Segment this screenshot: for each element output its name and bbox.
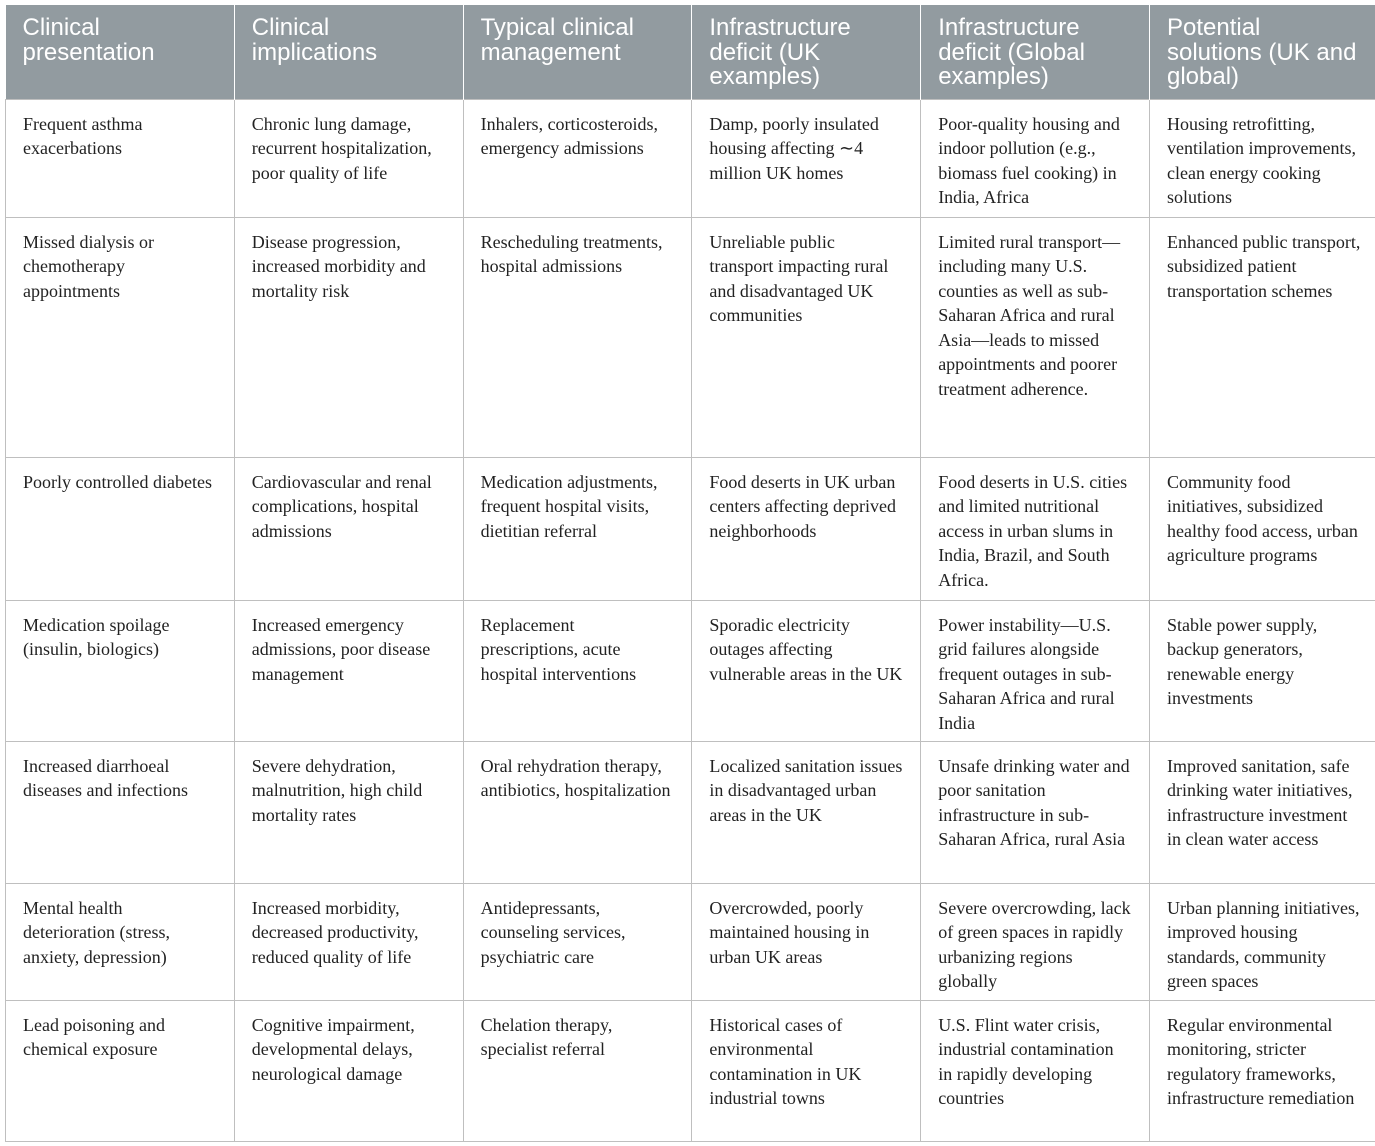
table-cell: Regular environmental monitoring, stricter regulatory frameworks, infrastructure remediation	[1149, 1000, 1375, 1141]
table-cell: Severe overcrowding, lack of green spaces in rapidly urbanizing regions globally	[921, 883, 1150, 1000]
table-cell: Lead poisoning and chemical exposure	[6, 1000, 235, 1141]
table-cell: Damp, poorly insulated housing affecting ∼4 million UK homes	[692, 99, 921, 217]
table-cell: Disease progression, increased morbidity and mortality risk	[234, 217, 463, 457]
table-row	[6, 457, 1375, 600]
table-cell: Increased diarrhoeal diseases and infections	[6, 741, 235, 883]
header-potential-solutions: Potential solutions (UK and global)	[1149, 5, 1375, 99]
table-cell: Poorly controlled diabetes	[6, 457, 235, 600]
table-cell: Cognitive impairment, developmental delays, neurological damage	[234, 1000, 463, 1141]
table-cell: Improved sanitation, safe drinking water initiatives, infrastructure investment in clean water access	[1149, 741, 1375, 883]
table-row	[6, 99, 1375, 217]
table-cell: Community food initiatives, subsidized healthy food access, urban agriculture programs	[1149, 457, 1375, 600]
table-cell: Food deserts in UK urban centers affecting deprived neighborhoods	[692, 457, 921, 600]
table-cell: Chronic lung damage, recurrent hospitalization, poor quality of life	[234, 99, 463, 217]
table-cell: Medication spoilage (insulin, biologics)	[6, 600, 235, 741]
table-cell: Localized sanitation issues in disadvantaged urban areas in the UK	[692, 741, 921, 883]
table-cell: Increased morbidity, decreased productivity, reduced quality of life	[234, 883, 463, 1000]
table-cell: Power instability—U.S. grid failures alongside frequent outages in sub-Saharan Africa and rural India	[921, 600, 1150, 741]
table-cell: U.S. Flint water crisis, industrial contamination in rapidly developing countries	[921, 1000, 1150, 1141]
table-cell: Medication adjustments, frequent hospital visits, dietitian referral	[463, 457, 692, 600]
header-typical-clinical-management: Typical clinical management	[463, 5, 692, 99]
table-row	[6, 217, 1375, 457]
infrastructure-health-table	[5, 5, 1375, 1142]
table-cell: Mental health deterioration (stress, anxiety, depression)	[6, 883, 235, 1000]
header-infrastructure-deficit-uk: Infrastructure deficit (UK examples)	[692, 5, 921, 99]
header-clinical-presentation: Clinical presentation	[6, 5, 235, 99]
table-row	[6, 741, 1375, 883]
table-cell: Increased emergency admissions, poor disease management	[234, 600, 463, 741]
header-row	[6, 5, 1375, 99]
table-cell: Unsafe drinking water and poor sanitation infrastructure in sub-Saharan Africa, rural Asia	[921, 741, 1150, 883]
table-cell: Sporadic electricity outages affecting vulnerable areas in the UK	[692, 600, 921, 741]
table-cell: Overcrowded, poorly maintained housing in urban UK areas	[692, 883, 921, 1000]
table-cell: Unreliable public transport impacting rural and disadvantaged UK communities	[692, 217, 921, 457]
table-cell: Housing retrofitting, ventilation improvements, clean energy cooking solutions	[1149, 99, 1375, 217]
table-cell: Poor-quality housing and indoor pollution (e.g., biomass fuel cooking) in India, Africa	[921, 99, 1150, 217]
table-cell: Antidepressants, counseling services, psychiatric care	[463, 883, 692, 1000]
table-cell: Rescheduling treatments, hospital admissions	[463, 217, 692, 457]
table-cell: Limited rural transport—including many U.S. counties as well as sub-Saharan Africa and rural Asia—leads to missed appointments and poorer treatment adherence.	[921, 217, 1150, 457]
table-cell: Cardiovascular and renal complications, hospital admissions	[234, 457, 463, 600]
header-infrastructure-deficit-global: Infrastructure deficit (Global examples)	[921, 5, 1150, 99]
table-row	[6, 883, 1375, 1000]
table-cell: Replacement prescriptions, acute hospital interventions	[463, 600, 692, 741]
table-cell: Urban planning initiatives, improved housing standards, community green spaces	[1149, 883, 1375, 1000]
table-cell: Chelation therapy, specialist referral	[463, 1000, 692, 1141]
table-cell: Historical cases of environmental contamination in UK industrial towns	[692, 1000, 921, 1141]
table-cell: Oral rehydration therapy, antibiotics, hospitalization	[463, 741, 692, 883]
table-cell: Severe dehydration, malnutrition, high child mortality rates	[234, 741, 463, 883]
table-cell: Missed dialysis or chemotherapy appointments	[6, 217, 235, 457]
table-cell: Food deserts in U.S. cities and limited nutritional access in urban slums in India, Brazil, and South Africa.	[921, 457, 1150, 600]
header-clinical-implications: Clinical implications	[234, 5, 463, 99]
table-row	[6, 1000, 1375, 1141]
table-row	[6, 600, 1375, 741]
table-cell: Enhanced public transport, subsidized patient transportation schemes	[1149, 217, 1375, 457]
table-cell: Frequent asthma exacerbations	[6, 99, 235, 217]
table-cell: Stable power supply, backup generators, renewable energy investments	[1149, 600, 1375, 741]
table-cell: Inhalers, corticosteroids, emergency admissions	[463, 99, 692, 217]
